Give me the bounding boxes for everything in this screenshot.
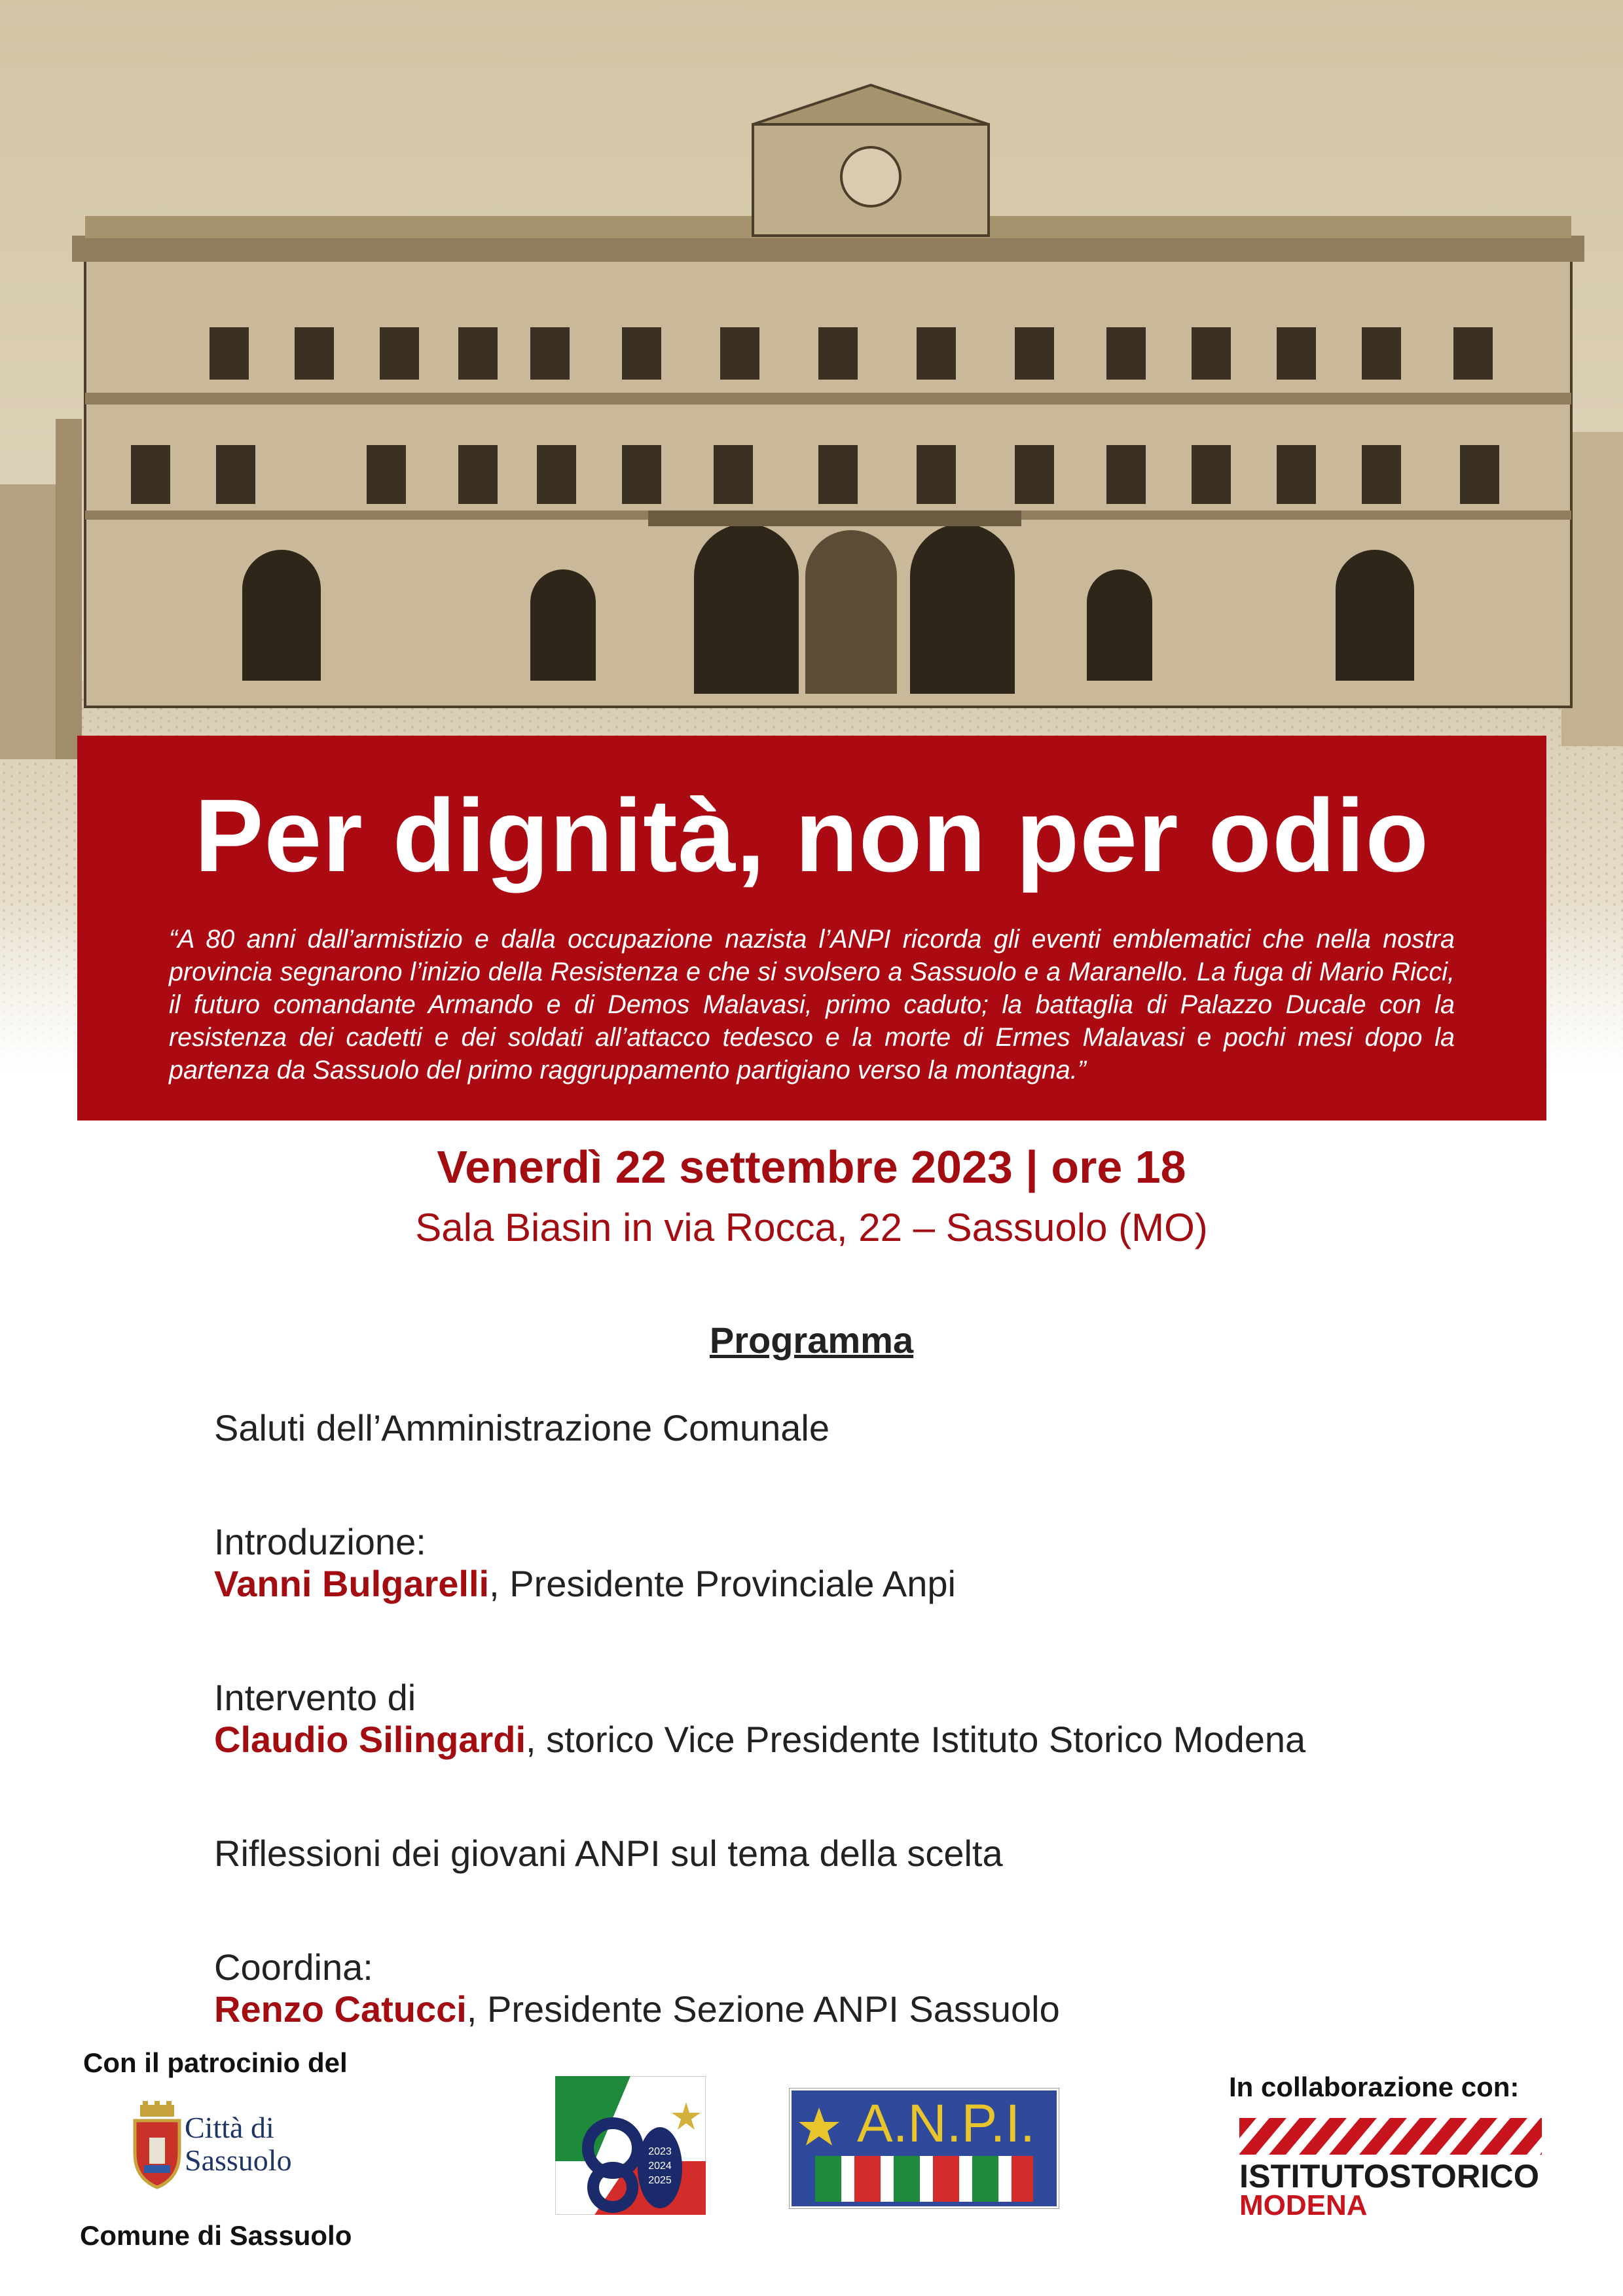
event-date-time: Venerdì 22 settembre 2023 | ore 18 <box>437 1141 1186 1193</box>
program-item-intro <box>214 1563 1523 1605</box>
speaker-name: Renzo Catucci <box>214 1988 467 2030</box>
istituto-text-line2: MODENA <box>1239 2189 1368 2217</box>
speaker-role: , storico Vice Presidente Istituto Storico Modena <box>526 1719 1306 1760</box>
patronage-label: Con il patrocinio del <box>83 2047 348 2078</box>
speaker-name: Vanni Bulgarelli <box>214 1563 490 1604</box>
program-heading: Programma <box>709 1319 914 1361</box>
event-venue: Sala Biasin in via Rocca, 22 – Sassuolo (MO) <box>415 1206 1208 1249</box>
program-item-reflections: Riflessioni dei giovani ANPI sul tema della scelta <box>214 1833 1003 1874</box>
anpi-logo <box>789 2088 1059 2209</box>
program-item-coordinator <box>214 1988 1523 2030</box>
event-title: Per dignità, non per odio <box>194 778 1429 893</box>
istituto-text-line1: ISTITUTOSTORICO <box>1239 2158 1539 2195</box>
istituto-storico-logo <box>1239 2118 1542 2217</box>
program-item-coordinator-label: Coordina: <box>214 1946 373 1988</box>
program-item-intro-label: Introduzione: <box>214 1521 426 1562</box>
program-item-talk-label: Intervento di <box>214 1677 416 1718</box>
title-banner <box>77 736 1546 1121</box>
logo80-year-3: 2025 <box>648 2175 672 2186</box>
comune-logo-text <box>185 2111 292 2177</box>
speaker-name: Claudio Silingardi <box>214 1719 526 1760</box>
program-list <box>214 1407 1523 2030</box>
coat-of-arms-icon <box>131 2101 183 2199</box>
logo80-year-2: 2024 <box>648 2161 672 2172</box>
anpi-text: A.N.P.I. <box>857 2094 1035 2153</box>
eighty-years-logo <box>555 2076 706 2215</box>
speaker-role: , Presidente Sezione ANPI Sassuolo <box>466 1988 1060 2030</box>
logo80-year-1: 2023 <box>648 2146 672 2157</box>
collaboration-label: In collaborazione con: <box>1229 2072 1520 2102</box>
comune-label: Comune di Sassuolo <box>80 2220 352 2251</box>
program-item-talk <box>214 1719 1523 1761</box>
comune-logo-line1: Città di <box>185 2111 274 2144</box>
comune-logo-line2: Sassuolo <box>185 2144 292 2177</box>
event-description-quote: “A 80 anni dall’armistizio e dalla occupazione nazista l’ANPI ricorda gli eventi emblematici che nella nostra provincia segnarono l’inizio della Resistenza e che si svolsero a Sassuolo e a Maranello. La fuga di Mario Ricci, il futuro comandante Armando e di Demos Malavasi, primo caduto; la battaglia di Palazzo Ducale con la resistenza dei cadetti e dei soldati all’attacco tedesco e la morte di Ermes Malavasi e pochi mesi dopo la partenza da Sassuolo del primo raggruppamento partigiano verso la montagna.” <box>169 925 1455 1085</box>
program-item-greetings: Saluti dell’Amministrazione Comunale <box>214 1407 830 1448</box>
speaker-role: , Presidente Provinciale Anpi <box>489 1563 956 1604</box>
